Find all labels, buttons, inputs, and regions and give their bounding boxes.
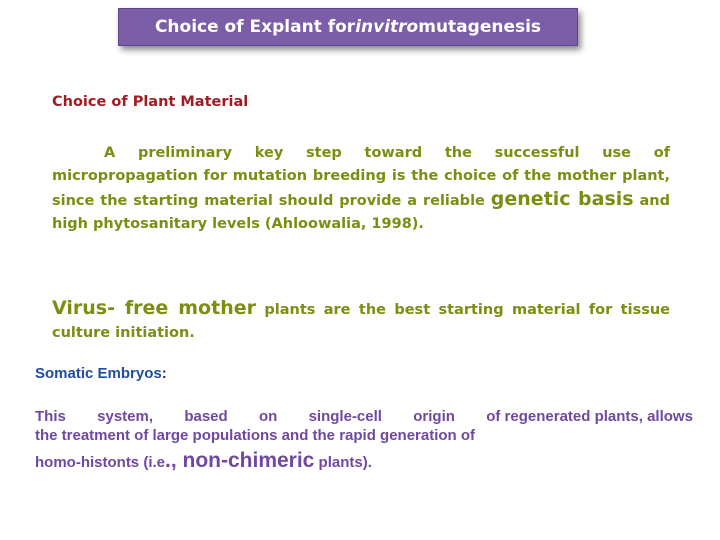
- somatic-embryos-heading: [35, 365, 167, 382]
- title-italic: invitro: [355, 17, 419, 37]
- plant-material-heading: Choice of Plant Material: [52, 94, 249, 110]
- somatic-heading-text: Somatic Embryos: [35, 365, 162, 382]
- somatic-word: of regenerated plants, allows: [486, 408, 693, 425]
- title-suffix: mutagenesis: [418, 17, 542, 37]
- somatic-line-3: [35, 451, 693, 472]
- somatic-word: This: [35, 408, 66, 425]
- para1-text-b: and high phytosanitary levels (Ahloowalia, 1998).: [52, 193, 670, 232]
- para1-text-a: A preliminary key step toward the successful use of micropropagation for mutation breeding is the choice of the mother plant, since the starting material should provide a reliable: [52, 145, 670, 209]
- somatic-line3-b: plants).: [314, 454, 372, 471]
- para2-emphasis: Virus- free mother: [52, 297, 256, 319]
- somatic-paragraph: [35, 407, 693, 472]
- somatic-word: system,: [97, 408, 154, 425]
- somatic-line-2: the treatment of large populations and the rapid generation of: [35, 427, 476, 444]
- title-prefix: Choice of Explant for: [154, 17, 356, 37]
- somatic-line-1: [35, 407, 693, 426]
- somatic-word: on: [258, 408, 278, 425]
- somatic-word: based: [184, 408, 228, 425]
- somatic-heading-colon: :: [161, 365, 167, 382]
- somatic-word: single-cell: [308, 408, 382, 425]
- somatic-line3-a: homo-histonts (i.e: [35, 454, 165, 471]
- para1-emphasis: genetic basis: [490, 188, 634, 210]
- somatic-emphasis: ., non-chimeric: [165, 449, 315, 472]
- somatic-word: origin: [413, 408, 455, 425]
- virus-free-paragraph: [52, 297, 670, 345]
- para2-text: plants are the best starting material for tissue culture initiation.: [52, 302, 670, 341]
- plant-material-paragraph: [52, 142, 670, 236]
- slide-title: [118, 8, 578, 46]
